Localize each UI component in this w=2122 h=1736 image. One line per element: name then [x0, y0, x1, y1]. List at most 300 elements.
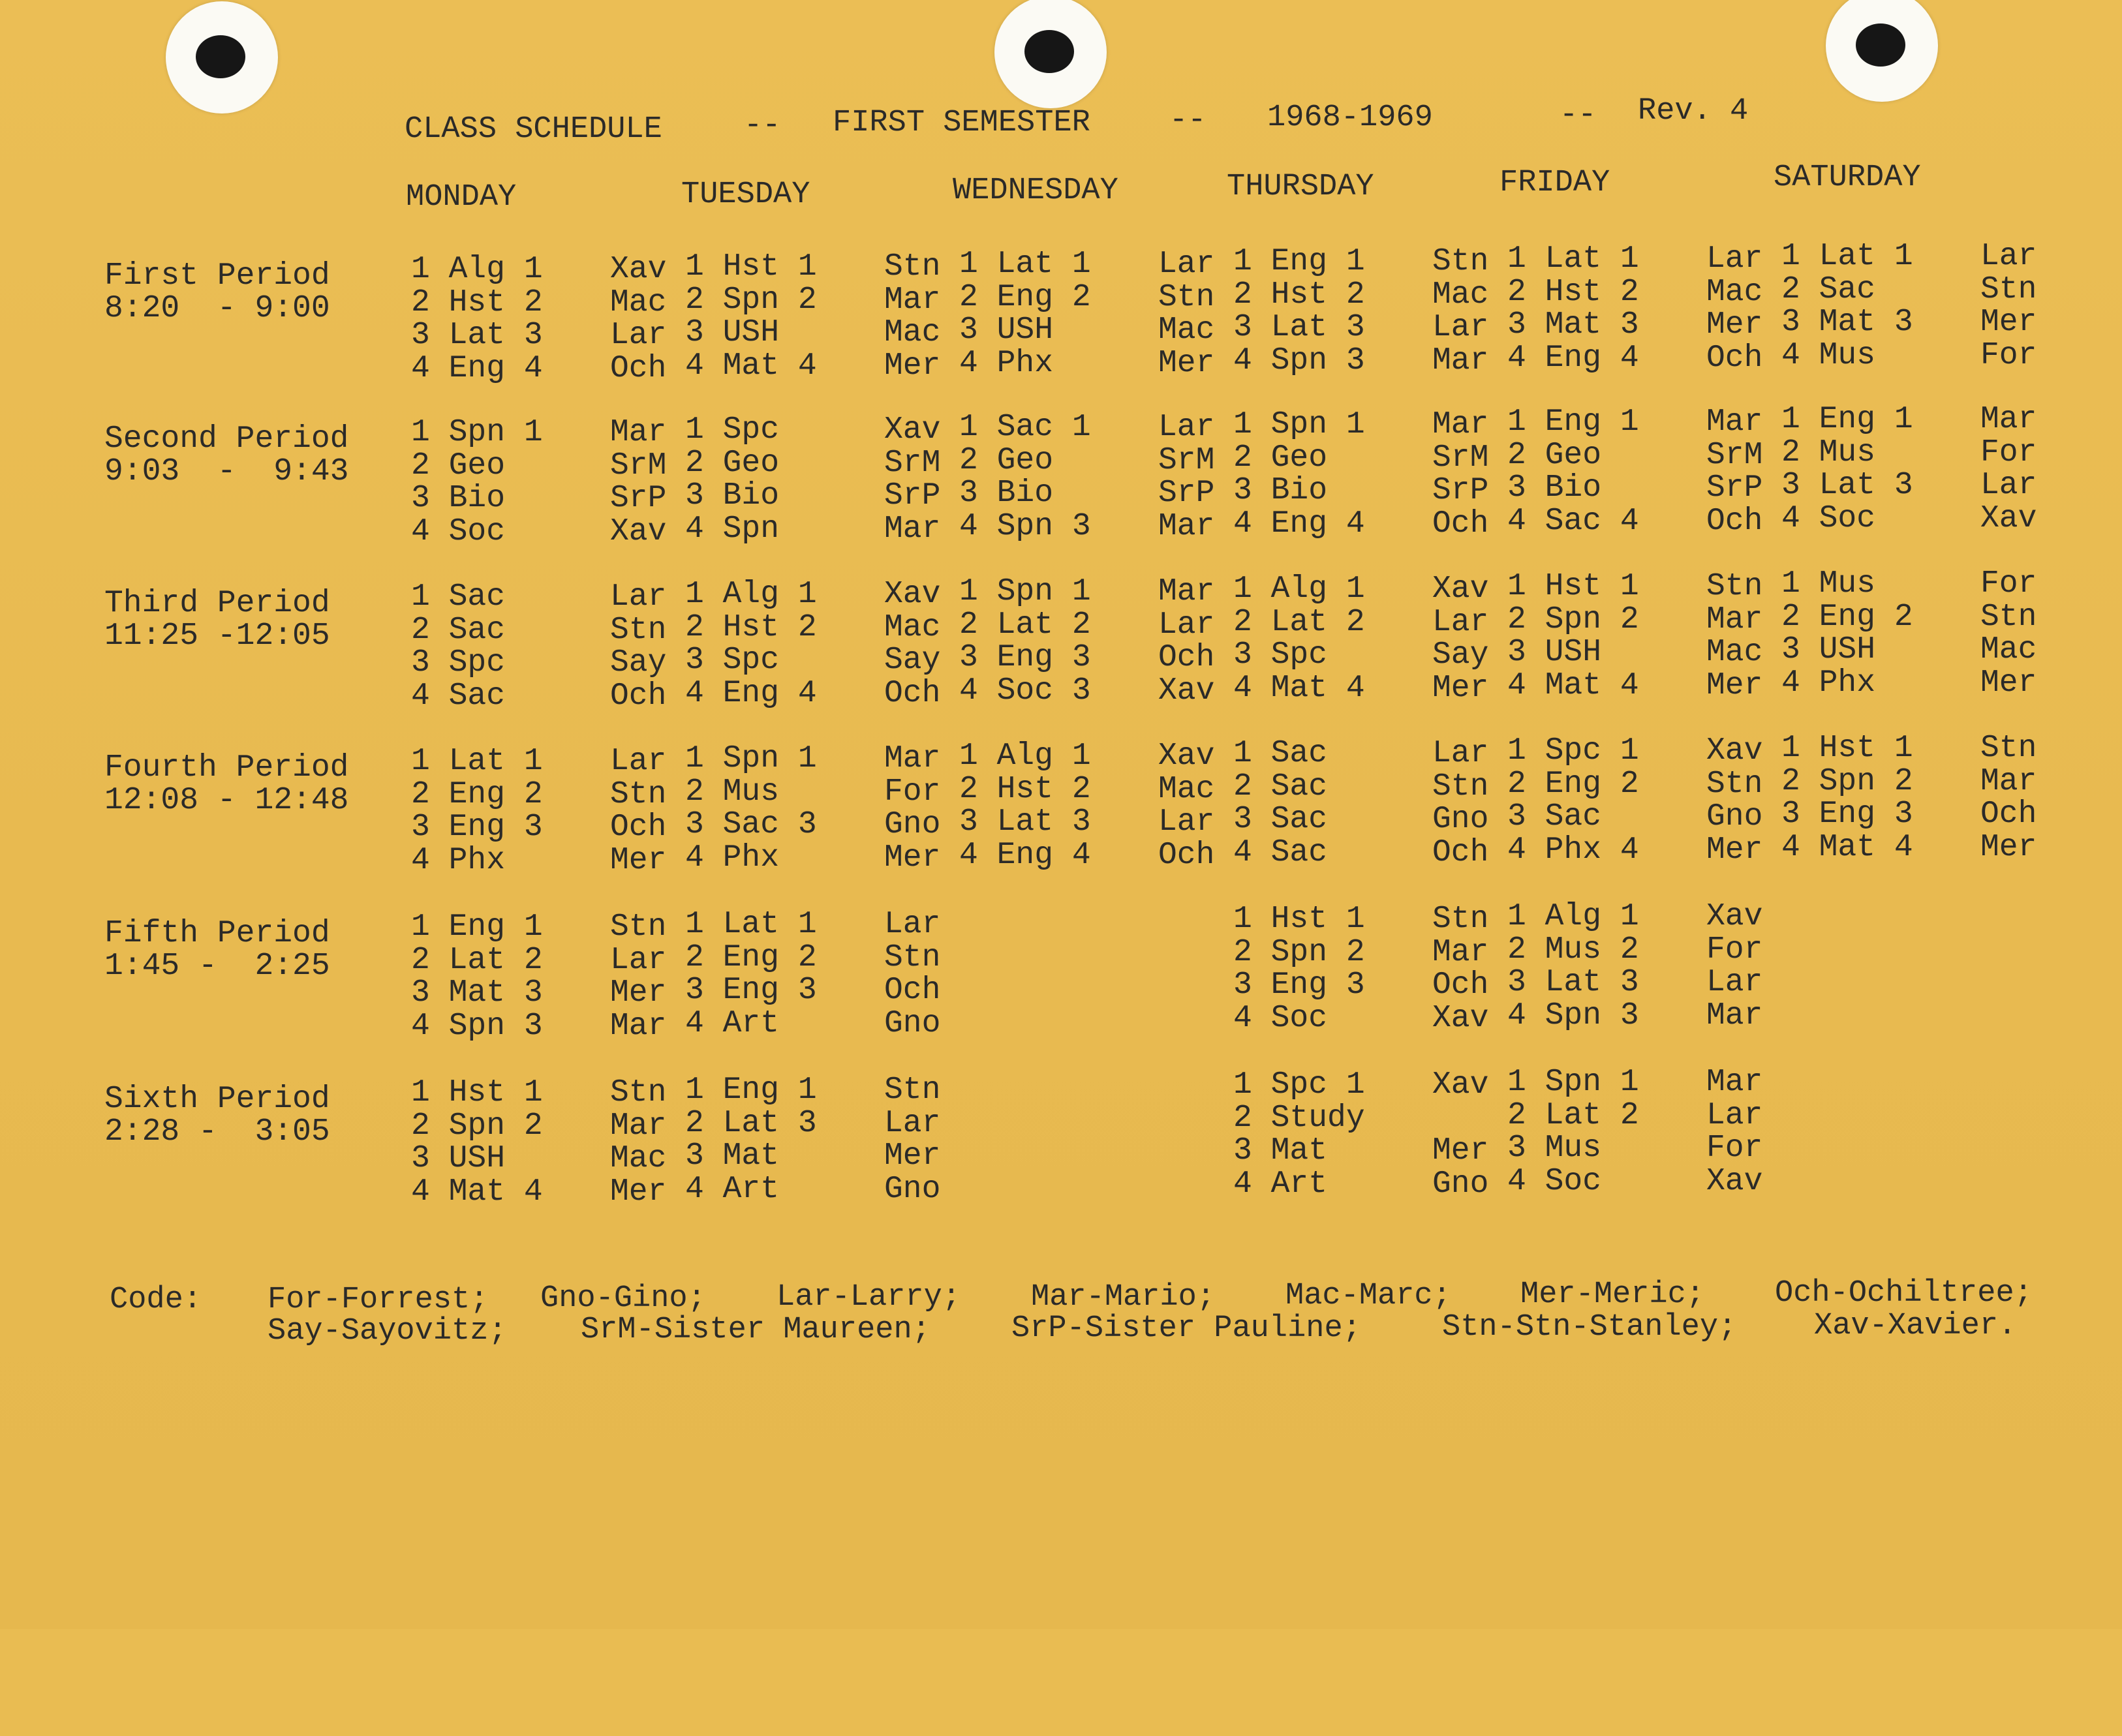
teacher-code: Gno [884, 1005, 941, 1041]
class-section: 2 Geo [685, 445, 780, 481]
class-entry [1507, 834, 1768, 867]
teacher-code: Mac [1980, 632, 2037, 667]
class-section: 4 Eng 4 [411, 350, 543, 386]
period-time: 2:28 - 3:05 [104, 1114, 330, 1150]
class-entry [1233, 936, 1494, 969]
teacher-code: Mar [1706, 404, 1763, 440]
class-entry [411, 1142, 672, 1176]
class-section: 1 Lat 1 [411, 744, 543, 779]
class-entry [1507, 406, 1768, 439]
teacher-code: Stn [610, 1075, 667, 1110]
class-entry [1507, 1132, 1768, 1165]
class-entry [1781, 502, 2042, 536]
class-section: 1 Sac 1 [959, 410, 1091, 445]
schedule-cell [1507, 406, 1768, 538]
class-entry [685, 742, 946, 776]
teacher-code: Och [1158, 640, 1215, 675]
period-label [104, 260, 330, 325]
class-section: 3 Sac [1233, 802, 1328, 837]
teacher-code: Och [1980, 797, 2037, 832]
teacher-code: Say [884, 643, 941, 678]
class-entry [411, 1176, 672, 1209]
class-section: 4 Spn 3 [1507, 997, 1639, 1033]
class-entry [1781, 798, 2042, 831]
class-entry [1233, 279, 1494, 312]
teacher-code: Stn [610, 612, 667, 648]
teacher-code: SrP [1158, 476, 1215, 511]
teacher-code: Lar [1158, 410, 1215, 445]
teacher-code: Xav [1432, 1000, 1489, 1036]
teacher-code: Och [884, 675, 941, 711]
class-entry [685, 1140, 946, 1173]
teacher-code: SrP [1432, 473, 1489, 508]
class-entry [1233, 737, 1494, 770]
class-section: 4 Sac [411, 678, 506, 714]
teacher-code: Mar [1432, 343, 1489, 378]
title-part1: CLASS SCHEDULE [405, 112, 662, 147]
class-entry [411, 482, 672, 515]
teacher-code: Mac [1432, 277, 1489, 312]
class-section: 3 Sac [1507, 799, 1602, 834]
class-entry [411, 253, 672, 286]
class-entry [1507, 934, 1768, 967]
class-entry [685, 414, 946, 447]
schedule-cell [411, 911, 672, 1043]
class-section: 2 Geo [959, 442, 1054, 478]
class-entry [1507, 636, 1768, 669]
teacher-code: Stn [1980, 599, 2037, 635]
teacher-code: Stn [884, 1073, 941, 1108]
class-section: 2 Lat 2 [959, 607, 1091, 643]
teacher-code: Xav [1158, 673, 1215, 708]
teacher-code: For [884, 774, 941, 810]
class-entry [1507, 472, 1768, 505]
class-section: 3 Spc [1233, 637, 1328, 673]
class-section: 2 Mus [685, 774, 780, 810]
class-section: 3 Mat 3 [411, 975, 543, 1011]
teacher-code: Gno [1706, 799, 1763, 834]
class-entry [685, 447, 946, 480]
schedule-cell [959, 411, 1220, 543]
teacher-code: SrM [884, 445, 941, 481]
teacher-code: Mar [610, 1008, 667, 1044]
title-sep1: -- [744, 108, 781, 143]
class-entry [959, 609, 1220, 642]
teacher-code: Mer [1980, 829, 2037, 865]
class-section: 2 Lat 2 [1507, 1097, 1639, 1133]
class-section: 1 Eng 1 [1781, 402, 1913, 437]
code-item: For-Forrest; [268, 1283, 489, 1317]
teacher-code: Mer [1706, 307, 1763, 343]
class-section: 1 Spc [685, 412, 780, 448]
teacher-code: Mer [1432, 1133, 1489, 1168]
schedule-cell [1233, 1069, 1494, 1200]
class-section: 4 Phx [685, 840, 780, 876]
teacher-code: Mar [1706, 997, 1763, 1033]
schedule-cell [411, 416, 672, 548]
teacher-code: Mar [884, 511, 941, 547]
teacher-code: Stn [1432, 244, 1489, 279]
class-entry [685, 284, 946, 317]
teacher-code: Mar [610, 1108, 667, 1144]
class-section: 1 Sac [1233, 736, 1328, 771]
title-year: 1968-1969 [1267, 100, 1433, 135]
teacher-code: Xav [1432, 1067, 1489, 1103]
teacher-code: Lar [610, 744, 667, 779]
teacher-code: Mer [1980, 305, 2037, 340]
period-time: 1:45 - 2:25 [104, 949, 330, 984]
class-section: 2 Spn 2 [1781, 763, 1913, 799]
period-time: 8:20 - 9:00 [104, 291, 330, 326]
class-entry [959, 839, 1220, 872]
class-section: 2 Sac [1781, 271, 1876, 307]
class-entry [411, 416, 672, 449]
class-entry [1507, 1066, 1768, 1099]
class-section: 1 Spn 1 [1233, 407, 1365, 442]
class-section: 2 Eng 2 [959, 279, 1091, 315]
class-section: 3 USH [1781, 632, 1876, 667]
teacher-code: For [1706, 932, 1763, 967]
class-section: 1 Lat 1 [685, 907, 817, 942]
class-section: 4 Mat 4 [1233, 670, 1365, 706]
class-entry [411, 745, 672, 778]
class-entry [1507, 768, 1768, 801]
teacher-code: Say [1432, 637, 1489, 673]
teacher-code: Mac [1158, 312, 1215, 348]
teacher-code: Och [610, 810, 667, 845]
class-section: 3 Eng 3 [411, 810, 543, 845]
day-header-thursday: THURSDAY [1227, 170, 1374, 204]
class-entry [1233, 508, 1494, 541]
class-section: 3 Bio [1507, 470, 1602, 506]
teacher-code: For [1980, 337, 2037, 373]
class-entry [411, 352, 672, 386]
class-section: 2 Geo [1507, 437, 1602, 473]
class-section: 2 Spn 2 [1233, 934, 1365, 970]
class-section: 4 Mat 4 [411, 1174, 543, 1210]
teacher-code: Mer [1980, 665, 2037, 701]
class-entry [1233, 311, 1494, 344]
teacher-code: Gno [1432, 802, 1489, 837]
class-entry [1507, 966, 1768, 999]
class-entry [685, 1173, 946, 1206]
teacher-code: Lar [1432, 310, 1489, 345]
class-entry [959, 347, 1220, 380]
class-section: 4 Soc 3 [959, 673, 1091, 708]
teacher-code: Mar [884, 282, 941, 318]
class-section: 2 Hst 2 [959, 771, 1091, 807]
class-entry [685, 611, 946, 645]
class-section: 4 Eng 4 [1507, 340, 1639, 376]
code-item: Stn-Stn-Stanley; [1442, 1310, 1737, 1345]
teacher-code: Mac [610, 284, 667, 320]
teacher-code: Och [610, 678, 667, 714]
schedule-cell [1781, 732, 2042, 864]
class-section: 3 Lat 3 [1507, 965, 1639, 1000]
class-entry [1233, 836, 1494, 870]
teacher-code: Och [1158, 837, 1215, 873]
class-section: 3 Mus [1507, 1131, 1602, 1166]
day-header-saturday: SATURDAY [1774, 160, 1921, 195]
class-entry [1507, 1165, 1768, 1198]
class-section: 4 Spn 3 [411, 1008, 543, 1044]
teacher-code: Xav [1706, 1163, 1763, 1199]
class-section: 2 Spn 2 [1507, 602, 1639, 637]
class-section: 3 Eng 3 [959, 640, 1091, 675]
class-section: 3 USH [411, 1141, 506, 1176]
class-entry [411, 1076, 672, 1110]
class-section: 3 Spc [411, 645, 506, 680]
class-section: 4 Spn 3 [959, 508, 1091, 544]
class-section: 4 Art [685, 1171, 780, 1207]
schedule-cell [1233, 245, 1494, 377]
teacher-code: Mer [610, 842, 667, 878]
schedule-cell [1233, 573, 1494, 705]
class-section: 3 Bio [1233, 473, 1328, 508]
class-entry [1233, 1168, 1494, 1201]
class-entry [1781, 732, 2042, 765]
class-entry [1507, 800, 1768, 834]
class-section: 3 Mat [1233, 1133, 1328, 1168]
class-section: 2 Mus [1781, 434, 1876, 470]
schedule-cell [1233, 903, 1494, 1035]
class-entry [411, 581, 672, 614]
teacher-code: SrP [1706, 470, 1763, 506]
teacher-code: SrP [884, 478, 941, 513]
class-section: 4 Soc [1507, 1163, 1602, 1199]
class-section: 2 Eng 2 [685, 939, 817, 975]
class-section: 3 Mat 3 [1781, 305, 1913, 340]
code-label: Code: [110, 1283, 202, 1317]
class-entry [1507, 342, 1768, 375]
code-item: Say-Sayovitz; [268, 1314, 507, 1348]
teacher-code: Mar [610, 415, 667, 450]
class-section: 3 Sac 3 [685, 807, 817, 842]
code-item: Och-Ochiltree; [1775, 1276, 2033, 1311]
class-section: 1 Lat 1 [959, 247, 1091, 282]
class-section: 4 Sac 4 [1507, 503, 1639, 539]
class-entry [685, 776, 946, 809]
teacher-code: Xav [1980, 500, 2037, 536]
teacher-code-legend [110, 1276, 2033, 1735]
code-item: SrM-Sister Maureen; [581, 1313, 930, 1347]
teacher-code: Mar [1158, 508, 1215, 544]
class-entry [1233, 442, 1494, 475]
class-entry [685, 1107, 946, 1140]
class-section: 1 Lat 1 [1781, 239, 1913, 274]
class-entry [1233, 639, 1494, 672]
class-entry [685, 908, 946, 941]
class-section: 2 Lat 2 [1233, 604, 1365, 640]
teacher-code: Xav [1706, 733, 1763, 769]
class-entry [1233, 474, 1494, 508]
teacher-code: Xav [884, 577, 941, 612]
class-section: 3 USH [1507, 635, 1602, 670]
class-entry [1233, 606, 1494, 639]
title-rev: Rev. 4 [1638, 94, 1749, 129]
teacher-code: SrM [610, 448, 667, 483]
period-name: Fourth Period [104, 750, 349, 785]
class-section: 1 Mus [1781, 566, 1876, 602]
class-entry [1233, 245, 1494, 279]
teacher-code: Mar [1158, 574, 1215, 609]
class-entry [1781, 831, 2042, 864]
period-name: First Period [104, 258, 330, 294]
day-header-monday: MONDAY [406, 180, 517, 215]
teacher-code: Lar [610, 318, 667, 353]
teacher-code: Och [610, 350, 667, 386]
teacher-code: For [1980, 434, 2037, 470]
class-entry [959, 510, 1220, 543]
teacher-code: Mar [1706, 1065, 1763, 1100]
class-section: 3 Eng 3 [1781, 797, 1913, 832]
schedule-cell [685, 251, 946, 382]
class-entry [1781, 240, 2042, 273]
class-section: 4 Eng 4 [685, 675, 817, 711]
class-entry [411, 1110, 672, 1143]
class-section: 1 Lat 1 [1507, 241, 1639, 277]
class-section: 1 Alg 1 [411, 252, 543, 287]
class-section: 1 Alg 1 [1233, 571, 1365, 607]
class-entry [1507, 603, 1768, 637]
class-entry [959, 575, 1220, 609]
class-entry [1781, 568, 2042, 601]
class-section: 4 Eng 4 [959, 837, 1091, 873]
class-section: 4 Soc [411, 513, 506, 549]
class-entry [959, 411, 1220, 444]
teacher-code: Mar [1432, 934, 1489, 970]
class-entry [685, 677, 946, 710]
class-section: 2 Geo [411, 448, 506, 483]
teacher-code: Say [610, 645, 667, 680]
class-section: 1 Spn 1 [411, 415, 543, 450]
teacher-code: Gno [884, 1171, 941, 1207]
class-entry [685, 316, 946, 350]
teacher-code: Lar [1980, 468, 2037, 503]
class-section: 4 Soc [1781, 500, 1876, 536]
teacher-code: Mac [1706, 274, 1763, 310]
class-section: 1 Hst 1 [1781, 731, 1913, 766]
class-entry [959, 641, 1220, 675]
class-section: 1 Alg 1 [959, 739, 1091, 774]
class-section: 4 Mus [1781, 337, 1876, 373]
period-name: Second Period [104, 421, 349, 457]
teacher-code: Och [1706, 503, 1763, 539]
teacher-code: Lar [1158, 247, 1215, 282]
class-entry [1233, 770, 1494, 804]
teacher-code: Stn [884, 249, 941, 284]
class-entry [959, 773, 1220, 806]
class-entry [959, 248, 1220, 281]
teacher-code: Mer [1706, 667, 1763, 703]
period-label [104, 752, 348, 817]
class-section: 2 Sac [411, 612, 506, 648]
class-entry [1781, 403, 2042, 436]
class-entry [685, 941, 946, 975]
class-entry [1233, 969, 1494, 1002]
teacher-code: For [1706, 1131, 1763, 1166]
teacher-code: Stn [1706, 569, 1763, 604]
class-section: 1 Hst 1 [411, 1075, 543, 1110]
teacher-code: Lar [1980, 239, 2037, 274]
class-entry [685, 842, 946, 875]
schedule-cell [1781, 240, 2042, 372]
title-sep2: -- [1169, 103, 1207, 138]
class-entry [1781, 273, 2042, 307]
period-name: Sixth Period [104, 1082, 330, 1117]
teacher-code: Xav [1706, 899, 1763, 934]
class-section: 4 Sac [1233, 834, 1328, 870]
teacher-code: Stn [1432, 902, 1489, 937]
class-entry [1233, 1102, 1494, 1135]
schedule-cell [685, 742, 946, 874]
class-section: 2 Sac [1233, 769, 1328, 804]
teacher-code: Lar [1158, 607, 1215, 643]
schedule-cell [959, 740, 1220, 872]
class-section: 3 Bio [685, 478, 780, 513]
class-entry [1507, 570, 1768, 603]
class-entry [411, 977, 672, 1010]
class-section: 1 Spn 1 [1507, 1065, 1639, 1100]
class-entry [1233, 344, 1494, 378]
schedule-cell [685, 414, 946, 545]
schedule-cell [1233, 408, 1494, 540]
teacher-code: Stn [1158, 279, 1215, 315]
class-entry [1233, 1002, 1494, 1035]
class-section: 3 Lat 3 [1233, 310, 1365, 345]
teacher-code: SrM [1158, 442, 1215, 478]
schedule-cell [411, 581, 672, 712]
class-entry [411, 778, 672, 812]
teacher-code: Mar [1980, 402, 2037, 437]
class-section: 2 Hst 2 [411, 284, 543, 320]
class-section: 1 Eng 1 [1233, 244, 1365, 279]
class-entry [1781, 667, 2042, 700]
class-section: 3 Mat [685, 1138, 780, 1174]
class-entry [411, 319, 672, 352]
teacher-code: Mac [1158, 771, 1215, 807]
class-entry [685, 1007, 946, 1041]
teacher-code: Mar [884, 741, 941, 776]
schedule-cell [1507, 1066, 1768, 1198]
teacher-code: Xav [1158, 739, 1215, 774]
class-section: 2 Spn 2 [411, 1108, 543, 1144]
binder-hole-center [994, 0, 1107, 108]
teacher-code: Lar [884, 907, 941, 942]
class-section: 3 USH [685, 315, 780, 350]
teacher-code: Mer [1158, 345, 1215, 381]
teacher-code: Lar [1432, 736, 1489, 771]
class-section: 1 Eng 1 [411, 909, 543, 945]
teacher-code [1432, 1102, 1494, 1135]
teacher-code: Mac [884, 315, 941, 350]
code-item: Xav-Xavier. [1814, 1309, 2017, 1343]
period-name: Fifth Period [104, 916, 330, 951]
period-label [104, 587, 330, 652]
class-section: 2 Hst 2 [685, 609, 817, 645]
class-section: 2 Lat 2 [411, 942, 543, 978]
teacher-code: Gno [1432, 1166, 1489, 1202]
class-entry [411, 614, 672, 647]
teacher-code: Mac [884, 609, 941, 645]
period-name: Third Period [104, 586, 330, 621]
teacher-code: Mer [1432, 670, 1489, 706]
period-label [104, 1083, 330, 1148]
schedule-cell [685, 578, 946, 710]
class-section: 4 Mat 4 [685, 348, 817, 384]
teacher-code: Lar [1706, 965, 1763, 1000]
teacher-code: Stn [610, 909, 667, 945]
